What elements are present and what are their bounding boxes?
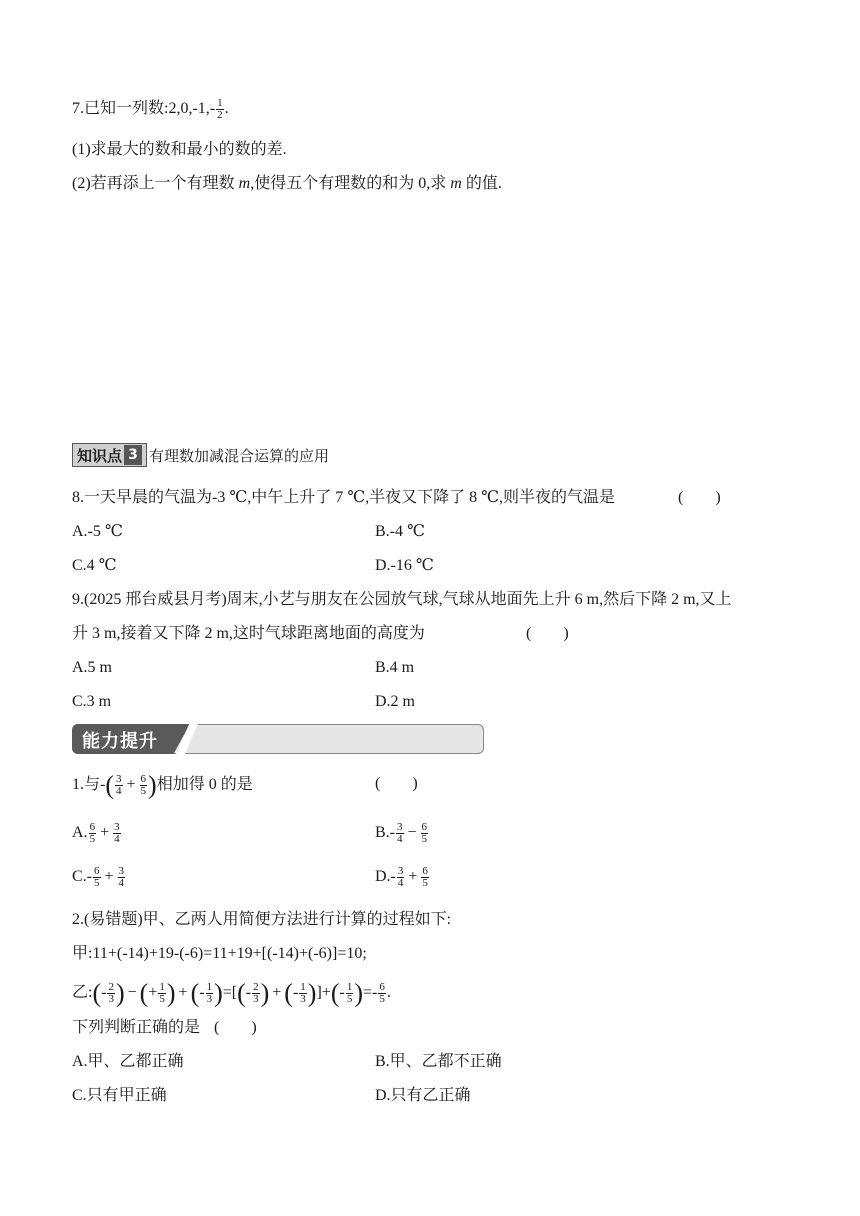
q8-option-b: B.-4 ℃	[375, 523, 425, 540]
frac-num: 6	[421, 821, 428, 833]
q9-option-b: B.4 m	[375, 659, 415, 676]
frac	[421, 822, 429, 845]
frac-num: 3	[116, 773, 122, 785]
q7-part1: (1)求最大的数和最小的数的差.	[72, 141, 287, 158]
q8-option-d: D.-16 ℃	[375, 557, 434, 574]
paren-left: (	[105, 770, 115, 800]
p2-yi-end: .	[386, 984, 391, 1002]
p2-option-c: C.只有甲正确	[72, 1087, 167, 1104]
plus-sign: +	[126, 776, 136, 794]
q9-line2	[72, 624, 569, 644]
q7-stem	[72, 98, 229, 121]
frac-den: 5	[89, 833, 96, 845]
operator: +	[100, 824, 110, 842]
frac-den: 5	[140, 785, 147, 797]
operator: +	[104, 868, 114, 886]
frac-num: 3	[397, 865, 404, 877]
q9-option-a: A.5 m	[72, 659, 112, 676]
knowledge-point-header	[72, 444, 329, 466]
p1-option-b	[375, 822, 429, 845]
banner-label: 能力提升	[82, 731, 158, 752]
frac-den: 4	[114, 833, 120, 845]
frac-num: 6	[94, 865, 100, 877]
p2-yi: 乙:(- $\frac{2}{3}$ ) − (+ $\frac{1}{5}$ ) + (- $\frac{1}{3}$ )=[(- $\frac{2}{3}$ ) + (- $\frac{1}{3}$ )]+(- $\frac{1}{5}$ )=- $\frac{6}{5}$ .	[72, 978, 391, 1008]
p2-answer-paren: ( )	[214, 1019, 257, 1036]
option-prefix: A.	[72, 824, 88, 842]
p1-answer-paren: ( )	[375, 775, 418, 792]
p2-yi-prefix: 乙:	[72, 984, 93, 1002]
paren-right: )	[148, 770, 157, 800]
p1-frac1	[115, 774, 123, 797]
q8-option-c: C.4 ℃	[72, 557, 117, 574]
frac-num: 3	[397, 821, 403, 833]
knowledge-point-badge	[72, 443, 147, 467]
q8-answer-paren: ( )	[678, 489, 721, 506]
frac	[118, 866, 126, 889]
q9-answer-paren: ( )	[526, 625, 569, 642]
p2-judge-text: 下列判断正确的是	[72, 1019, 201, 1036]
p2-option-b: B.甲、乙都不正确	[375, 1053, 502, 1070]
frac-den: 4	[118, 877, 125, 889]
p2-jia: 甲:11+(-14)+19-(-6)=11+19+[(-14)+(-6)]=10;	[72, 945, 367, 962]
q9-option-c: C.3 m	[72, 693, 112, 710]
operator: +	[408, 868, 418, 886]
p2-option-a: A.甲、乙都正确	[72, 1053, 184, 1070]
p1-option-d	[375, 866, 430, 889]
frac-num: 3	[114, 821, 120, 833]
frac-den: 4	[397, 833, 403, 845]
frac-den: 4	[116, 785, 122, 797]
ability-section-banner	[72, 724, 482, 754]
p1-stem-b: 相加得 0 的是	[156, 776, 253, 794]
q8-stem	[72, 488, 721, 508]
p1-option-a	[72, 822, 122, 845]
p1-stem-a: 1.与-	[72, 776, 106, 794]
frac	[89, 822, 97, 845]
frac-num: 6	[422, 865, 428, 877]
frac-den: 5	[421, 833, 428, 845]
section-title: 有理数加减混合运算的应用	[149, 446, 330, 465]
p1-stem	[72, 770, 418, 800]
frac	[421, 866, 429, 889]
option-prefix: D.-	[375, 868, 396, 886]
q7-stem-end: .	[224, 100, 229, 118]
q7-part2	[72, 174, 502, 194]
q7-fraction	[216, 98, 224, 121]
operator: −	[407, 824, 417, 842]
q7-frac-den: 2	[217, 109, 223, 121]
q9-line1: 9.(2025 邢台威县月考)周末,小艺与朋友在公园放气球,气球从地面先上升 6 m,然后下降 2 m,又上	[72, 591, 732, 608]
p1-option-c	[72, 866, 126, 889]
q7-part2-c: 的值.	[461, 175, 502, 192]
frac-num: 6	[89, 821, 96, 833]
q8-option-a: A.-5 ℃	[72, 523, 123, 540]
p2-judge	[72, 1018, 257, 1038]
option-prefix: B.-	[375, 824, 395, 842]
frac	[396, 822, 404, 845]
frac-num: 6	[140, 773, 147, 785]
frac-den: 5	[422, 877, 428, 889]
p2-option-d: D.只有乙正确	[375, 1087, 471, 1104]
badge-number: 3	[124, 445, 142, 465]
badge-label: 知识点	[77, 446, 123, 465]
q9-line2-text: 升 3 m,接着又下降 2 m,这时气球距离地面的高度为	[72, 625, 425, 642]
frac-num: 3	[118, 865, 125, 877]
q7-part2-b: ,使得五个有理数的和为 0,求	[250, 175, 451, 192]
p2-stem: 2.(易错题)甲、乙两人用简便方法进行计算的过程如下:	[72, 911, 452, 928]
q7-frac-num: 1	[217, 97, 223, 109]
frac	[93, 866, 101, 889]
frac-den: 5	[94, 877, 100, 889]
p1-frac2	[140, 774, 148, 797]
q9-option-d: D.2 m	[375, 693, 415, 710]
q7-var-m: m	[238, 175, 251, 192]
frac	[113, 822, 121, 845]
q7-stem-text: 7.已知一列数:2,0,-1,-	[72, 100, 216, 118]
q8-stem-text: 8.一天早晨的气温为-3 ℃,中午上升了 7 ℃,半夜又下降了 8 ℃,则半夜的气温是	[72, 489, 616, 506]
frac	[397, 866, 405, 889]
q7-part2-a: (2)若再添上一个有理数	[72, 175, 239, 192]
option-prefix: C.-	[72, 868, 92, 886]
q7-var-m2: m	[450, 175, 462, 192]
frac-den: 4	[397, 877, 404, 889]
